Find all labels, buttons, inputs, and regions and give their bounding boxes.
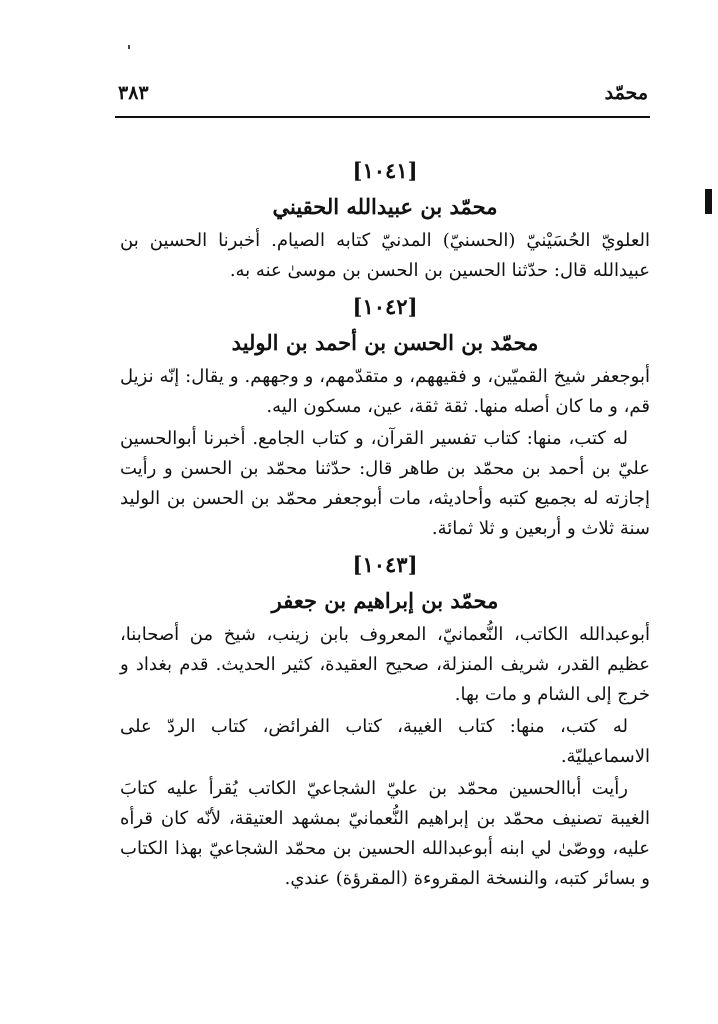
entry-paragraph: أبوعبدالله الكاتب، النُّعمانيّ، المعروف بابن زينب، شيخ من أصحابنا، عظيم القدر، شريف المنزلة، صحيح العقيدة، كثير الحديث. قدم بغداد و خرج إلى الشام و مات بها. <box>120 624 650 705</box>
header-rule <box>115 116 650 118</box>
running-header <box>118 78 648 118</box>
entry-name: محمّد بن إبراهيم بن جعفر <box>271 588 499 613</box>
entry-name: محمّد بن الحسن بن أحمد بن الوليد <box>231 330 539 355</box>
entry-paragraph: له كتب، منها: كتاب الغيبة، كتاب الفرائض، كتاب الردّ على الاسماعيليّة. <box>120 716 650 767</box>
entry-1041 <box>120 154 650 286</box>
entry-paragraph: العلويّ الحُسَيْنيّ (الحسنيّ) المدنيّ كتابه الصيام. أخبرنا الحسين بن عبيدالله قال: حدّثنا الحسين بن الحسن بن موسىٰ عنه به. <box>120 230 650 281</box>
entry-number: [١٠٤٢] <box>352 294 418 319</box>
entry-number: [١٠٤٣] <box>352 552 418 577</box>
entry-paragraph: رأيت أباالحسين محمّد بن عليّ الشجاعيّ الكاتب يُقرأ عليه كتابَ الغيبة تصنيف محمّد بن إبراهيم النُّعمانيّ بمشهد العتيقة، لأنّه كان قرأه عليه، ووصّىٰ لي ابنه أبوعبدالله الحسين بن محمّد الشجاعيّ بهذا الكتاب و بسائر كتبه، والنسخة المقروءة (المقرؤة) عندي. <box>120 778 650 889</box>
entry-paragraph: أبوجعفر شيخ القميّين، و فقيههم، و متقدّمهم، و وجههم. و يقال: إنّه نزيل قم، و ما كان أصله منها. ثقة ثقة، عين، مسكون اليه. <box>120 366 650 417</box>
entry-number: [١٠٤١] <box>352 158 418 183</box>
entry-1043 <box>120 548 650 894</box>
entry-name: محمّد بن عبيدالله الحقيني <box>272 194 498 219</box>
entry-1042 <box>120 290 650 544</box>
entry-paragraph: له كتب، منها: كتاب تفسير القرآن، و كتاب الجامع. أخبرنا أبوالحسين عليّ بن أحمد بن محمّد بن طاهر قال: حدّثنا محمّد بن الحسن و رأيت إجازته له بجميع كتبه وأحاديثه، مات أبوجعفر محمّد بن الحسن بن الوليد سنة ثلاث و أربعين و ثلا ثمائة. <box>120 428 650 539</box>
page-content <box>120 150 650 896</box>
page-number: ٣٨٣ <box>118 82 149 104</box>
page-speck <box>128 45 130 49</box>
margin-mark <box>705 189 712 214</box>
header-title: محمّد <box>604 82 648 104</box>
